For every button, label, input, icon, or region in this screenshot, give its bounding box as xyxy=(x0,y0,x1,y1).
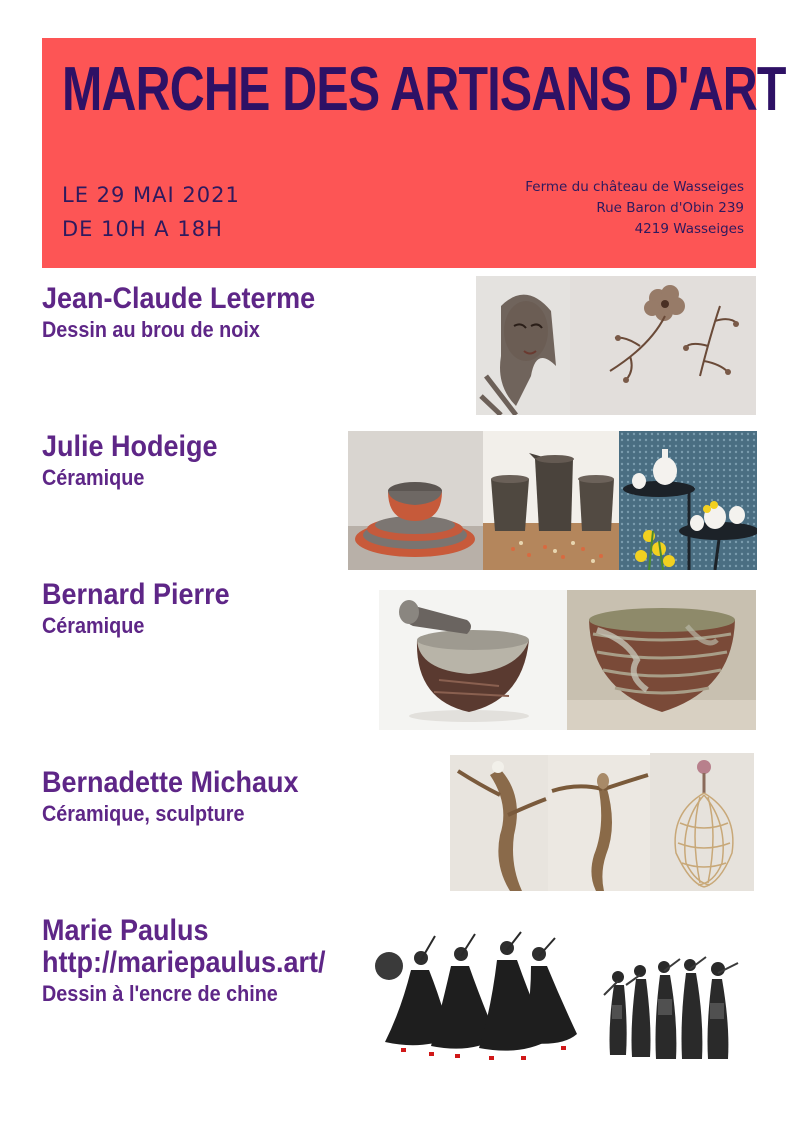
wood-sculpture-image-2 xyxy=(548,755,650,891)
address-venue: Ferme du château de Wasseiges xyxy=(525,179,744,195)
event-date-block xyxy=(62,178,240,246)
ceramic-bowl-image xyxy=(567,590,756,730)
artist-bernard-pierre xyxy=(42,579,250,641)
event-title: MARCHE DES ARTISANS D'ART xyxy=(62,55,786,124)
artist-name: Jean-Claude Leterme xyxy=(42,282,316,315)
artist-marie-paulus xyxy=(42,915,357,1009)
artist-discipline: Dessin à l'encre de chine xyxy=(42,981,278,1006)
ceramic-sculpture-image xyxy=(650,753,754,891)
artist-julie-hodeige xyxy=(42,431,237,493)
ceramic-vases-image xyxy=(619,431,757,570)
artist-discipline: Dessin au brou de noix xyxy=(42,317,260,342)
event-hours: DE 10H A 18H xyxy=(62,217,223,241)
wood-sculpture-image-1 xyxy=(450,755,548,891)
event-address xyxy=(525,177,744,240)
artist-discipline: Céramique xyxy=(42,465,145,490)
ink-dancers-drawing-image-2 xyxy=(600,955,750,1063)
artist-website: http://mariepaulus.art/ xyxy=(42,946,326,979)
artist-discipline: Céramique, sculpture xyxy=(42,801,245,826)
artist-bernadette-michaux xyxy=(42,767,327,829)
artist-name: Julie Hodeige xyxy=(42,430,218,463)
event-banner xyxy=(42,38,786,268)
artist-name: Bernadette Michaux xyxy=(42,766,299,799)
ceramic-plates-image xyxy=(348,431,483,570)
artist-name: Bernard Pierre xyxy=(42,578,230,611)
artist-name: Marie Paulus xyxy=(42,914,209,947)
artist-discipline: Céramique xyxy=(42,613,145,638)
address-city: 4219 Wasseiges xyxy=(634,221,744,237)
event-date: LE 29 MAI 2021 xyxy=(62,183,240,207)
flower-drawing-image xyxy=(570,276,756,415)
ceramic-cups-image xyxy=(483,431,619,570)
ink-dancers-drawing-image-1 xyxy=(371,930,591,1068)
ceramic-mortar-image xyxy=(379,590,567,730)
artist-jean-claude-leterme xyxy=(42,283,345,345)
portrait-drawing-image xyxy=(476,276,570,415)
address-street: Rue Baron d'Obin 239 xyxy=(596,200,744,216)
